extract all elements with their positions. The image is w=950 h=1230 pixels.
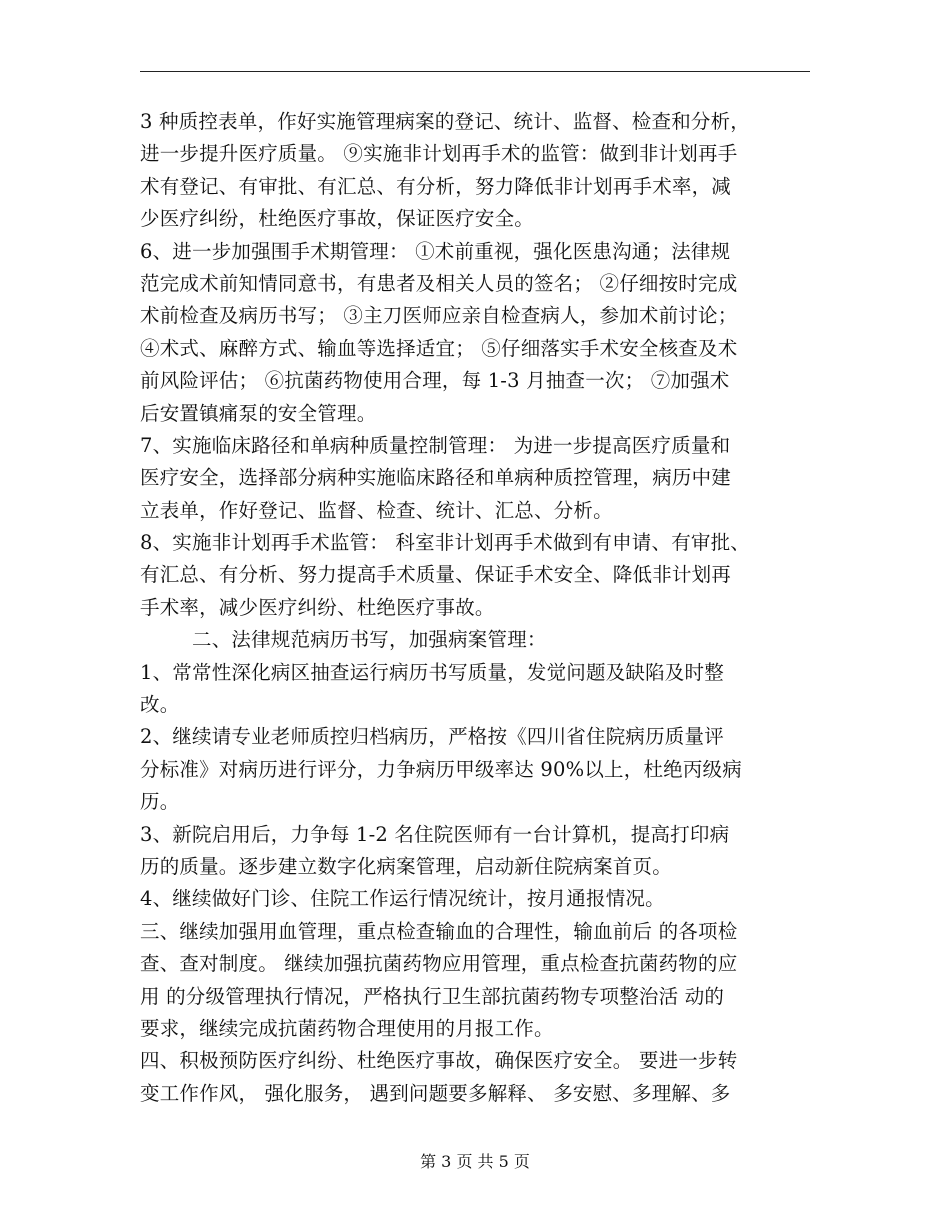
text-line: 范完成术前知情同意书，有患者及相关人员的签名； ②仔细按时完成 [140,271,738,295]
text-line: 8、实施非计划再手术监管： 科室非计划再手术做到有申请、有审批、 [140,531,751,555]
text-line: ④术式、麻醉方式、输血等选择适宜； ⑤仔细落实手术安全核查及术 [140,336,738,360]
text-line: 立表单，作好登记、监督、检查、统计、汇总、分析。 [140,498,613,522]
text-line: 改。 [140,693,180,717]
text-line: 医疗安全，选择部分病种实施临床路径和单病种质控管理，病历中建 [140,466,732,490]
text-line: 历的质量。逐步建立数字化病案管理，启动新住院病案首页。 [140,854,672,878]
text-line: 手术率，减少医疗纠纷、杜绝医疗事故。 [140,595,495,619]
text-line: 术有登记、有审批、有汇总、有分析，努力降低非计划再手术率，减 [140,174,732,198]
text-line: 6、进一步加强围手术期管理： ①术前重视，强化医患沟通；法律规 [140,239,731,263]
text-line: 用 的分级管理执行情况，严格执行卫生部抗菌药物专项整治活 动的 [140,984,725,1008]
text-line: 前风险评估； ⑥抗菌药物使用合理，每 1-3 月抽查一次； ⑦加强术 [140,369,730,393]
text-line: 分标准》对病历进行评分，力争病历甲级率达 90%以上，杜绝丙级病 [140,757,742,781]
document-body [140,106,820,1110]
section-heading: 二、法律规范病历书写，加强病案管理： [192,628,547,652]
text-line: 四、积极预防医疗纠纷、杜绝医疗事故，确保医疗安全。 要进一步转 [140,1049,738,1073]
text-line: 1、常常性深化病区抽查运行病历书写质量，发觉问题及缺陷及时整 [140,660,724,684]
text-line: 后安置镇痛泵的安全管理。 [140,401,377,425]
text-line: 3 种质控表单，作好实施管理病案的登记、统计、监督、检查和分析， [140,110,751,133]
text-line: 2、继续请专业老师质控归档病历，严格按《四川省住院病历质量评 [140,725,724,749]
text-line: 三、继续加强用血管理，重点检查输血的合理性，输血前后 的各项检 [140,919,738,943]
text-line: 3、新院启用后，力争每 1-2 名住院医师有一台计算机，提高打印病 [140,822,730,846]
text-line: 要求，继续完成抗菌药物合理使用的月报工作。 [140,1016,554,1040]
text-line: 变工作作风， 强化服务， 遇到问题要多解释、 多安慰、多理解、多 [140,1081,731,1105]
text-line: 历。 [140,790,180,814]
text-line: 术前检查及病历书写； ③主刀医师应亲自检查病人，参加术前讨论； [140,304,738,328]
text-line: 7、实施临床路径和单病种质量控制管理： 为进一步提高医疗质量和 [140,433,731,457]
page-number: 第 3 页 共 5 页 [420,1152,530,1171]
text-line: 有汇总、有分析、努力提高手术质量、保证手术安全、降低非计划再 [140,563,732,587]
text-line: 查、查对制度。 继续加强抗菌药物应用管理，重点检查抗菌药物的应 [140,952,738,976]
text-line: 进一步提升医疗质量。 ⑨实施非计划再手术的监管：做到非计划再手 [140,142,738,166]
text-line: 少医疗纠纷，杜绝医疗事故，保证医疗安全。 [140,207,535,231]
header-rule [140,71,810,72]
text-line: 4、继续做好门诊、住院工作运行情况统计，按月通报情况。 [140,887,665,911]
